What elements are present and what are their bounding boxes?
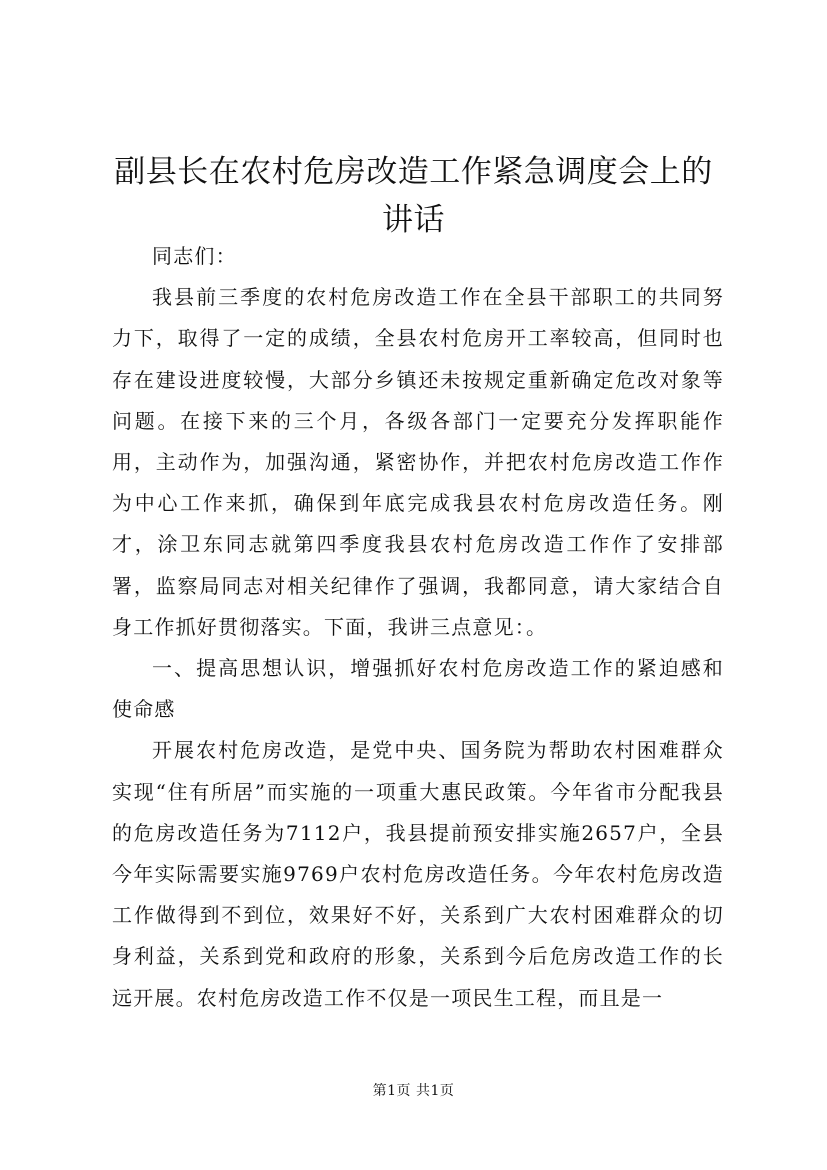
section-heading-1: 一、提高思想认识，增强抓好农村危房改造工作的紧迫感和使命感 [112, 656, 724, 722]
page-footer: 第1页 共1页 [372, 1083, 455, 1099]
paragraph-intro: 我县前三季度的农村危房改造工作在全县干部职工的共同努力下，取得了一定的成绩，全县农村危房开工率较高，但同时也存在建设进度较慢，大部分乡镇还未按规定重新确定危改对象等问题。在接下来的三个月，各级各部门一定要充分发挥职能作用，主动作为，加强沟通，紧密协作，并把农村危房改造工作作为中心工作来抓，确保到年底完成我县农村危房改造任务。刚才，涂卫东同志就第四季度我县农村危房改造工作作了安排部署，监察局同志对相关纪律作了强调，我都同意，请大家结合自身工作抓好贯彻落实。下面，我讲三点意见：。 [112, 285, 724, 639]
salutation: 同志们： [152, 244, 237, 268]
document-body [112, 236, 724, 1019]
document-title: 副县长在农村危房改造工作紧急调度会上的讲话 [114, 154, 713, 238]
paragraph-section-1: 开展农村危房改造，是党中央、国务院为帮助农村困难群众实现“住有所居”而实施的一项重大惠民政策。今年省市分配我县的危房改造任务为7112户，我县提前预安排实施2657户，全县今年实际需要实施9769户农村危房改造任务。今年农村危房改造工作做得到不到位，效果好不好，关系到广大农村困难群众的切身利益，关系到党和政府的形象，关系到今后危房改造工作的长远开展。农村危房改造工作不仅是一项民生工程，而且是一 [112, 738, 724, 1010]
